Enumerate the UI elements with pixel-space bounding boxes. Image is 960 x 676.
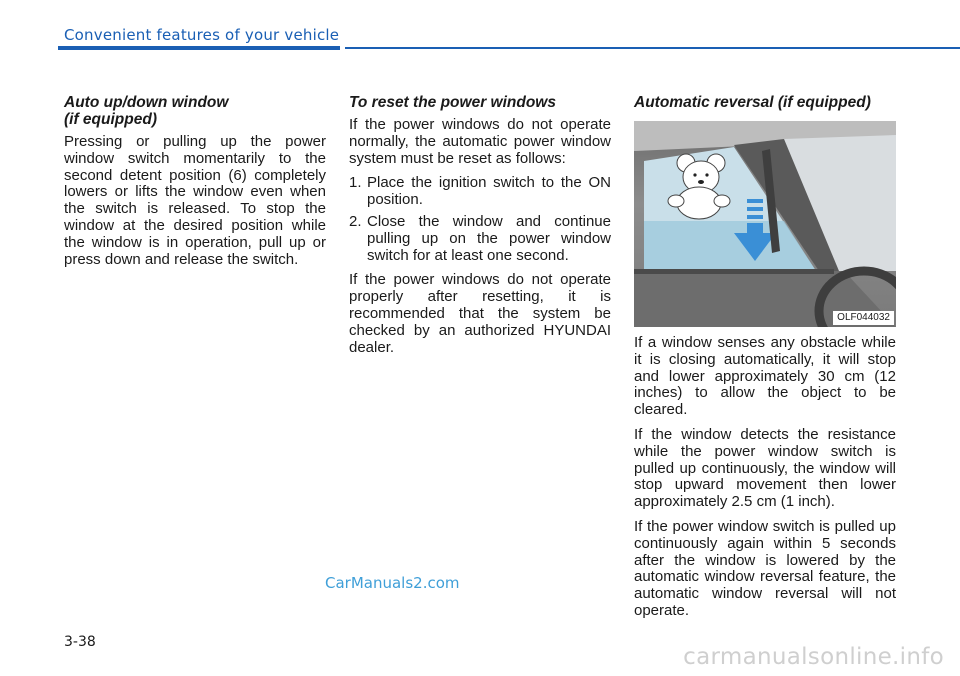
auto-window-paragraph: Pressing or pulling up the power window switch momentarily to the second detent position (6) completely lowers or lifts the window even when the switch is released. To stop the window at the desired position while the window is in operation, pull up or press down and release the switch. [64,133,326,268]
column-reset-windows [349,94,611,364]
step-text: Place the ignition switch to the ON position. [367,174,611,209]
step-number: 2. [349,212,362,230]
footer-watermark: carmanualsonline.info [683,644,944,670]
figure-code: OLF044032 [833,311,894,325]
auto-window-heading-line2: (if equipped) [64,111,157,128]
reversal-paragraph: If a window senses any obstacle while it is closing automatically, it will stop and lower approximately 30 cm (12 inches) to allow the object to be cleared. [634,334,896,419]
window-sill [634,269,834,274]
auto-window-heading [64,94,326,128]
window-reversal-illustration [634,121,896,327]
reversal-paragraph: If the power window switch is pulled up continuously again within 5 seconds after the window is lowered by the automatic window reversal feature, the automatic window reversal will not operate. [634,517,896,619]
auto-reversal-heading: Automatic reversal (if equipped) [634,94,871,111]
glass-tint [644,221,816,271]
header-rule-thick [58,46,340,50]
reset-step [349,175,611,209]
reversal-paragraph: If the window detects the resistance while the power window switch is pulled up continuously, the window will stop upward movement then lower approximately 2.5 cm (1 inch). [634,425,896,511]
section-title: Convenient features of your vehicle [64,26,340,44]
reset-outro: If the power windows do not operate properly after resetting, it is recommended that the system be checked by an authorized HYUNDAI dealer. [349,271,611,356]
header-rule-thin [345,47,960,49]
column-auto-reversal [634,94,896,628]
reset-windows-heading: To reset the power windows [349,94,556,111]
step-number: 1. [349,174,362,192]
reset-intro: If the power windows do not operate normally, the automatic power window system must be reset as follows: [349,116,611,167]
column-auto-window [64,94,326,276]
step-text: Close the window and continue pulling up on the power window switch for at least one second. [367,212,611,264]
page-number: 3-38 [64,634,96,650]
reset-step [349,214,611,264]
auto-window-heading-line1: Auto up/down window [64,94,229,111]
car-interior-drawing [634,121,896,327]
site-watermark: CarManuals2.com [325,574,460,592]
reset-steps [349,175,611,264]
